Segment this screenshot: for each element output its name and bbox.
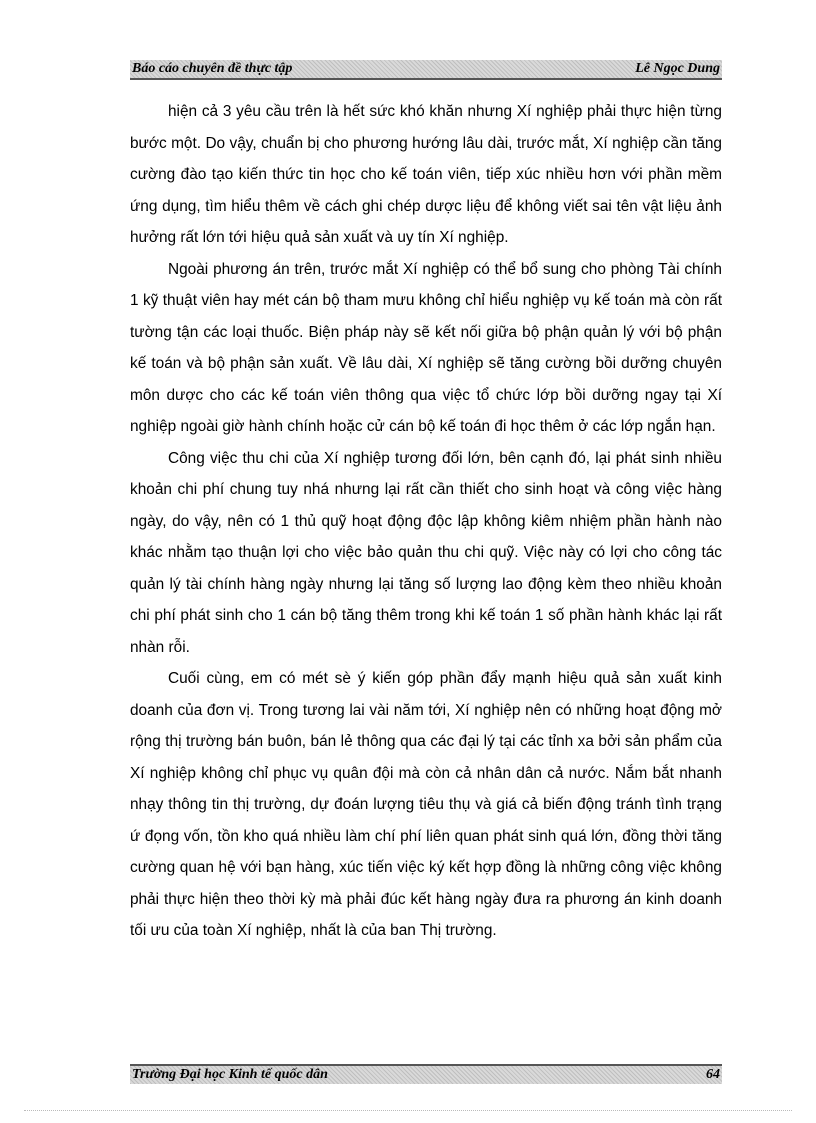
paragraph-training-plan: Ngoài phương án trên, trước mắt Xí nghiệp có thể bổ sung cho phòng Tài chính 1 kỹ thuật viên hay mét cán bộ tham mưu không chỉ hiểu nghiệp vụ kế toán mà còn rất tường tận các loại thuốc. Biện pháp này sẽ kết nối giữa bộ phận quản lý với bộ phận kế toán và bộ phận sản xuất. Về lâu dài, Xí nghiệp sẽ tăng cường bồi dưỡng chuyên môn dược cho các kế toán viên thông qua việc tổ chức lớp bồi dưỡng ngay tại Xí nghiệp ngoài giờ hành chính hoặc cử cán bộ kế toán đi học thêm ở các lớp ngắn hạn.	[130, 260, 722, 435]
paragraph-continuation: hiện cả 3 yêu cầu trên là hết sức khó khăn nhưng Xí nghiệp phải thực hiện từng bước một. Do vậy, chuẩn bị cho phương hướng lâu dài, trước mắt, Xí nghiệp cần tăng cường đào tạo kiến thức tin học cho kế toán viên, tiếp xúc nhiều hơn với phần mềm ứng dụng, tìm hiểu thêm về cách ghi chép dược liệu để không viết sai tên vật liệu ảnh hưởng rất lớn tới hiệu quả sản xuất và uy tín Xí nghiệp.	[130, 103, 722, 246]
paragraph-treasurer-proposal: Công việc thu chi của Xí nghiệp tương đối lớn, bên cạnh đó, lại phát sinh nhiều khoản chi phí chung tuy nhá nhưng lại rất cần thiết cho sinh hoạt và công việc hàng ngày, do vậy, nên có 1 thủ quỹ hoạt động độc lập không kiêm nhiệm phần hành nào khác nhằm tạo thuận lợi cho việc bảo quản thu chi quỹ. Việc này có lợi cho công tác quản lý tài chính hàng ngày nhưng lại tăng số lượng lao động kèm theo nhiều khoản chi phí phát sinh cho 1 cán bộ tăng thêm trong khi kế toán 1 số phần hành khác lại rất nhàn rỗi.	[130, 449, 722, 656]
footer-university-name: Trường Đại học Kinh tế quốc dân	[132, 1067, 328, 1082]
page-bottom-divider	[24, 1110, 792, 1111]
footer-page-number: 64	[706, 1067, 720, 1082]
paragraph-market-expansion: Cuối cùng, em có mét sè ý kiến góp phần đẩy mạnh hiệu quả sản xuất kinh doanh của đơn vị. Trong tương lai vài năm tới, Xí nghiệp nên có những hoạt động mở rộng thị trường bán buôn, bán lẻ thông qua các đại lý tại các tỉnh xa bởi sản phẩm của Xí nghiệp không chỉ phục vụ quân đội mà còn cả nhân dân cả nước. Nắm bắt nhanh nhạy thông tin thị trường, dự đoán lượng tiêu thụ và giá cả biến động tránh tình trạng ứ đọng vốn, tồn kho quá nhiều làm chí phí liên quan phát sinh quá lớn, đồng thời tăng cường quan hệ với bạn hàng, xúc tiến việc ký kết hợp đồng là những công việc không phải thực hiện theo thời kỳ mà phải đúc kết hàng ngày đưa ra phương án kinh doanh tối ưu của toàn Xí nghiệp, nhất là của ban Thị trường.	[130, 670, 722, 939]
document-body	[130, 96, 722, 947]
page-footer	[130, 1064, 722, 1084]
header-report-title: Báo cáo chuyên đề thực tập	[132, 61, 293, 76]
page-header	[130, 60, 722, 80]
header-author-name: Lê Ngọc Dung	[635, 61, 720, 76]
